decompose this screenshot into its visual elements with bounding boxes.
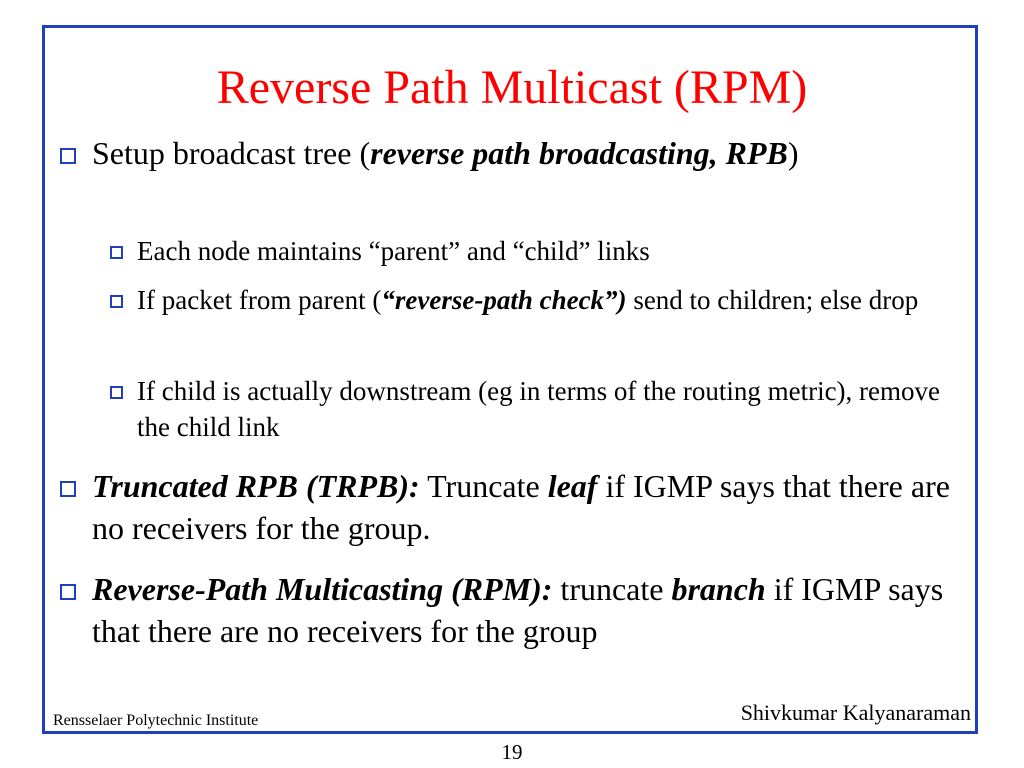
bullet-reverse-path-multicasting: [92, 568, 962, 652]
sub-bullet-box-icon: [110, 386, 123, 399]
bullet-emphasis: reverse path broadcasting, RPB: [370, 135, 788, 171]
bullet-text: ): [787, 135, 799, 171]
sub-bullet-parent-child-links: Each node maintains “parent” and “child” links: [137, 236, 650, 266]
bullet-text: If packet from parent (: [137, 285, 382, 315]
sub-bullet-box-icon: [110, 295, 123, 308]
slide-title: Reverse Path Multicast (RPM): [216, 61, 808, 114]
bullet-text: send to children; else drop: [626, 285, 919, 315]
footer-author: Shivkumar Kalyanaraman: [740, 700, 971, 725]
bullet-truncated-rpb: [92, 465, 962, 549]
sub-bullet-box-icon: [110, 246, 123, 259]
bullet-text: Truncate: [419, 468, 548, 504]
bullet-box-icon: [60, 148, 76, 164]
bullet-emphasis: Truncated RPB (TRPB):: [92, 468, 420, 504]
page-number: 19: [501, 740, 523, 764]
footer-institution: Rensselaer Polytechnic Institute: [53, 712, 259, 729]
sub-bullet-reverse-path-check: [137, 282, 957, 318]
bullet-emphasis: branch: [671, 571, 766, 607]
bullet-box-icon: [60, 584, 76, 600]
bullet-emphasis: Reverse-Path Multicasting (RPM):: [92, 571, 553, 607]
bullet-text: if IGMP says that there are no receivers for the group: [92, 571, 944, 649]
bullet-setup-broadcast-tree: [92, 132, 962, 174]
bullet-emphasis: leaf: [547, 468, 598, 504]
bullet-emphasis: “reverse-path check”): [381, 285, 627, 315]
bullet-text: if IGMP says that there are no receivers for the group.: [92, 468, 950, 546]
bullet-text: truncate: [552, 571, 672, 607]
bullet-box-icon: [60, 481, 76, 497]
sub-bullet-downstream-child: If child is actually downstream (eg in terms of the routing metric), remove the child link: [137, 376, 940, 442]
bullet-text: Setup broadcast tree (: [92, 135, 371, 171]
